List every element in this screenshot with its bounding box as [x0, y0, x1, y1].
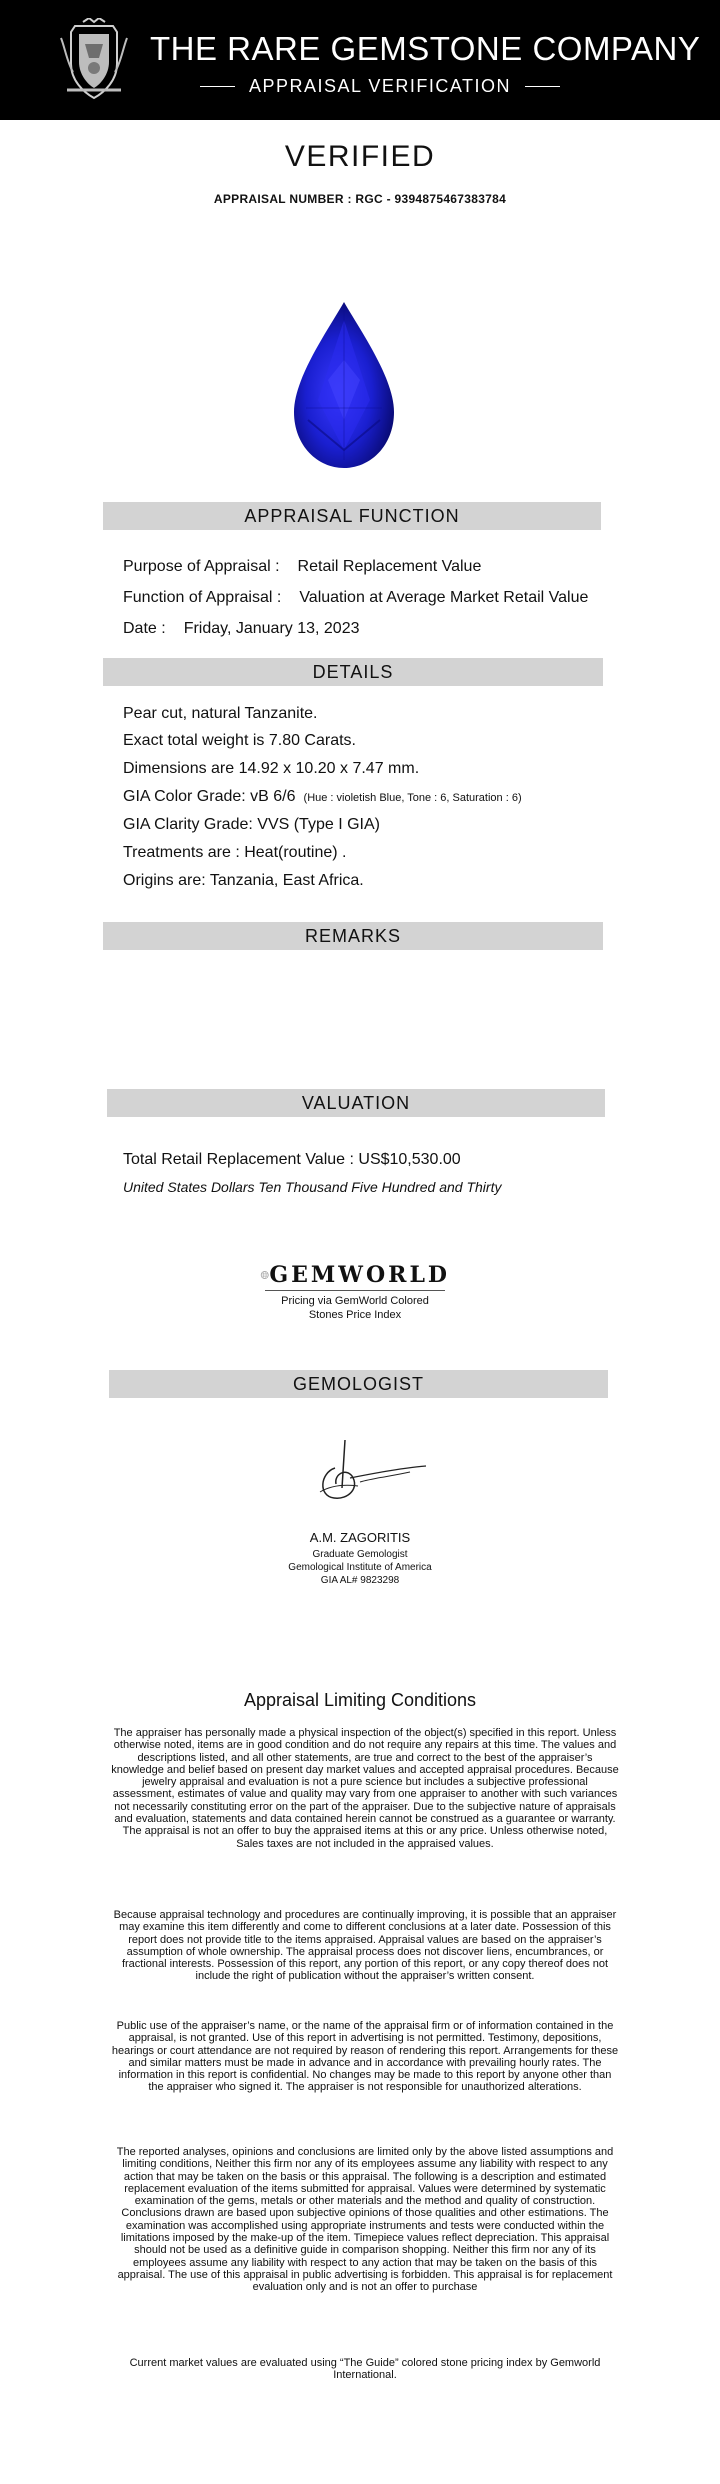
section-remarks: REMARKS — [103, 922, 603, 950]
verified-status: VERIFIED — [284, 140, 436, 173]
date-row — [123, 620, 360, 638]
gemologist-id: GIA AL# 9823298 — [320, 1575, 400, 1586]
detail-color-row — [123, 788, 522, 806]
crest-logo-icon — [55, 18, 133, 100]
valuation-total: Total Retail Replacement Value : US$10,530.00 — [123, 1151, 461, 1168]
date-value: Friday, January 13, 2023 — [183, 620, 360, 637]
gemworld-globe-icon — [260, 1263, 269, 1287]
function-value: Valuation at Average Market Retail Value — [299, 589, 589, 606]
gemologist-institute: Gemological Institute of America — [288, 1562, 432, 1573]
valuation-words: United States Dollars Ten Thousand Five Hundred and Thirty — [123, 1179, 502, 1195]
subtitle-row — [200, 74, 560, 98]
appraisal-number: APPRAISAL NUMBER : RGC - 9394875467383784 — [213, 192, 507, 206]
gemworld-logo — [260, 1262, 450, 1288]
limiting-conditions-p4: The reported analyses, opinions and conclusions are limited only by the above listed assumptions and limiting conditions, Neither this firm nor any of its employees assume any liability with respect to any action that may be taken on the basis or this appraisal. The following is a description and estimated replacement evaluation of the items submitted for appraisal. Values were determined by systematic examination of the gems, metals or other materials and the method and quality of construction. Conclusions drawn are based upon subjective opinions of those qualities and other estimations. The examination was accomplished using appropriate instruments and tests were conducted within the limitations imposed by the make-up of the item. Timepiece values reflect depreciation. This appraisal should not be used as a definitive guide in comparison shopping. Neither this firm nor any of its employees assume any liability with respect to any action that may be taken on the basis of this appraisal. The use of this appraisal in public advertising is forbidden. This appraisal is for replacement evaluation only and is not an offer to purchase — [116, 2146, 614, 2294]
detail-color-note: (Hue : violetish Blue, Tone : 6, Saturation : 6) — [303, 792, 522, 804]
gemologist-info — [0, 1530, 720, 1587]
limiting-conditions-p3: Public use of the appraiser’s name, or the name of the appraisal firm or of information contained in the appraisal, is not granted. Use of this report in advertising is not permitted. Testimony, depositions, hearings or court attendance are not required by reason of rendering this report. Arrangements for these and similar matters must be made in advance and in accordance with prevailing hourly rates. The information in this report is confidential. No changes may be made to this report by anyone other than the appraiser who signed it. The appraiser is not responsible for unauthorized alterations. — [111, 2020, 619, 2094]
company-name: THE RARE GEMSTONE COMPANY — [150, 30, 701, 67]
section-appraisal-function: APPRAISAL FUNCTION — [103, 502, 601, 530]
gemologist-title: Graduate Gemologist — [312, 1549, 408, 1560]
gemworld-caption-line2: Stones Price Index — [308, 1309, 402, 1321]
gemworld-logo-text: GEMWORLD — [269, 1262, 450, 1288]
detail-origins: Origins are: Tanzania, East Africa. — [123, 872, 364, 889]
date-label: Date : — [123, 620, 166, 637]
purpose-row — [123, 558, 481, 576]
section-details: DETAILS — [103, 658, 603, 686]
detail-clarity: GIA Clarity Grade: VVS (Type I GIA) — [123, 816, 380, 833]
detail-color-grade: GIA Color Grade: vB 6/6 — [123, 788, 296, 805]
limiting-conditions-p1: The appraiser has personally made a physical inspection of the object(s) specified in this report. Unless otherwise noted, items are in good condition and do not require any repairs at this time. The values and descriptions listed, and all other statements, are true and correct to the best of the appraiser’s knowledge and belief based on present day market values and accepted appraisal procedures. Because jewelry appraisal and evaluation is not a pure science but includes a subjective professional assessment, estimates of value and quality may vary from one appraiser to another with such variances not necessarily constituting error on the part of the appraiser. Due to the subjective nature of appraisals and evaluation, statements and data contained herein cannot be construed as a guarantee or warranty. The appraisal is not an offer to buy the appraised items at this or any price. Unless otherwise noted, Sales taxes are not included in the appraised values. — [111, 1727, 619, 1850]
header-subtitle: APPRAISAL VERIFICATION — [248, 75, 512, 96]
subtitle-rule-left — [200, 86, 235, 87]
gemologist-name: A.M. ZAGORITIS — [309, 1530, 411, 1545]
purpose-label: Purpose of Appraisal : — [123, 558, 280, 575]
limiting-conditions-p2: Because appraisal technology and procedures are continually improving, it is possible that an appraiser may examine this item differently and come to different conclusions at a later date. Possession of this report does not provide title to the items appraised. Appraisal values are based on the appraiser’s assumption of whole ownership. The appraisal process does not discover liens, encumbrances, or fractional interests. Possession of this report, any portion of this report, or any copy thereof does not include the right of publication without the appraiser’s written consent. — [113, 1909, 617, 1983]
function-label: Function of Appraisal : — [123, 589, 282, 606]
detail-treatments: Treatments are : Heat(routine) . — [123, 844, 347, 861]
limiting-conditions-title: Appraisal Limiting Conditions — [243, 1690, 477, 1710]
gemworld-rule — [265, 1290, 445, 1291]
purpose-value: Retail Replacement Value — [297, 558, 482, 575]
gemworld-block — [260, 1262, 450, 1322]
function-row — [123, 589, 588, 607]
tanzanite-gem-image — [288, 300, 400, 470]
section-gemologist: GEMOLOGIST — [109, 1370, 608, 1398]
header-banner — [0, 0, 720, 120]
limiting-conditions-p5: Current market values are evaluated using “The Guide” colored stone pricing index by Gemworld International. — [129, 2357, 601, 2382]
gemologist-signature — [300, 1438, 440, 1508]
section-valuation: VALUATION — [107, 1089, 605, 1117]
detail-cut: Pear cut, natural Tanzanite. — [123, 705, 318, 722]
detail-dimensions: Dimensions are 14.92 x 10.20 x 7.47 mm. — [123, 760, 420, 777]
detail-weight: Exact total weight is 7.80 Carats. — [123, 732, 356, 749]
subtitle-rule-right — [525, 86, 560, 87]
gemworld-caption-line1: Pricing via GemWorld Colored — [281, 1295, 429, 1307]
